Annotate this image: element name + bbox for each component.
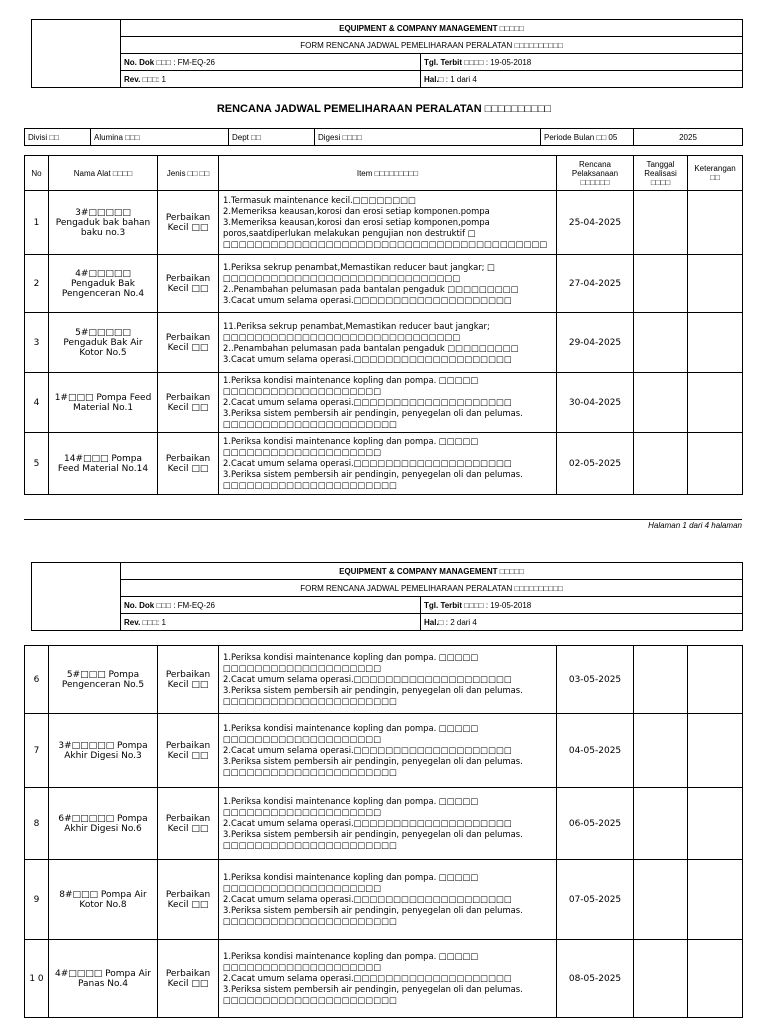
- task-line: 1.Periksa kondisi maintenance kopling dan pompa. □□□□□: [223, 723, 479, 733]
- row-jenis: Perbaikan Kecil □□: [158, 788, 219, 860]
- dept-value: Digesi □□□□: [315, 129, 541, 146]
- col-keterangan: Keterangan □□: [688, 156, 743, 191]
- hal-cell: Hal.□ : 2 dari 4: [421, 614, 743, 631]
- row-keterangan: [688, 646, 743, 714]
- task-line: 2..Penambahan pelumasan pada bantalan pengaduk □□□□□□□□□: [223, 342, 519, 353]
- row-rencana-date: 25-04-2025: [557, 191, 634, 255]
- task-line: 2.Cacat umum selama operasi.□□□□□□□□□□□□□□□□□□□□: [223, 458, 512, 468]
- row-no: 2: [25, 255, 49, 313]
- row-jenis: Perbaikan Kecil □□: [158, 714, 219, 788]
- task-line: 2.Cacat umum selama operasi.□□□□□□□□□□□□□□□□□□□□: [223, 745, 512, 755]
- hal-cell: Hal.□ : 1 dari 4: [421, 71, 743, 88]
- task-line: □□□□□□□□□□□□□□□□□□□□□□: [223, 419, 398, 429]
- row-nama-alat: 5#□□□ Pompa Pengenceran No.5: [49, 646, 158, 714]
- row-nama-alat: 5#□□□□□ Pengaduk Bak Air Kotor No.5: [49, 313, 158, 373]
- company-title: EQUIPMENT & COMPANY MANAGEMENT □□□□□: [121, 20, 743, 37]
- row-tasks: [219, 255, 557, 313]
- row-jenis: Perbaikan Kecil □□: [158, 255, 219, 313]
- row-tanggal-realisasi: [634, 860, 688, 940]
- task-line: □□□□□□□□□□□□□□□□□□□□□□: [223, 995, 398, 1005]
- task-line: 2.Cacat umum selama operasi.□□□□□□□□□□□□□□□□□□□□: [223, 397, 512, 407]
- task-line: 3.Memeriksa keausan,korosi dan erosi setiap komponen,pompa: [223, 217, 490, 227]
- company-title: EQUIPMENT & COMPANY MANAGEMENT □□□□□: [121, 563, 743, 580]
- row-no: 1 0: [25, 940, 49, 1018]
- periode-label: Periode Bulan □□ 05: [541, 129, 634, 146]
- task-line: □□□□□□□□□□□□□□□□□□□□: [223, 447, 382, 457]
- task-line: 3.Periksa sistem pembersih air pendingin, penyegelan oli dan pelumas.: [223, 984, 523, 994]
- table-row: [25, 373, 743, 433]
- row-no: 8: [25, 788, 49, 860]
- task-line: □□□□□□□□□□□□□□□□□□□□□□: [223, 767, 398, 777]
- row-keterangan: [688, 714, 743, 788]
- row-keterangan: [688, 788, 743, 860]
- table-row: [25, 714, 743, 788]
- task-line: 3.Periksa sistem pembersih air pendingin, penyegelan oli dan pelumas.: [223, 469, 523, 479]
- tgl-terbit-cell: Tgl. Terbit □□□□ : 19-05-2018: [421, 597, 743, 614]
- row-keterangan: [688, 373, 743, 433]
- row-jenis: Perbaikan Kecil □□: [158, 940, 219, 1018]
- document-title: RENCANA JADWAL PEMELIHARAAN PERALATAN □□□□□□□□□□: [216, 103, 552, 115]
- task-line: □□□□□□□□□□□□□□□□□□□□: [223, 663, 382, 673]
- row-nama-alat: 1#□□□ Pompa Feed Material No.1: [49, 373, 158, 433]
- task-line: □□□□□□□□□□□□□□□□□□□□□□□□□□□□□□: [223, 331, 461, 342]
- row-rencana-date: 04-05-2025: [557, 714, 634, 788]
- row-nama-alat: 3#□□□□□ Pompa Akhir Digesi No.3: [49, 714, 158, 788]
- row-tasks: [219, 191, 557, 255]
- no-dok-cell: No. Dok □□□ : FM-EQ-26: [121, 54, 421, 71]
- page-divider: [24, 519, 742, 520]
- dept-label: Dept □□: [229, 129, 315, 146]
- page1-form-header: [31, 19, 743, 88]
- row-tasks: [219, 373, 557, 433]
- table-row: [25, 433, 743, 495]
- row-rencana-date: 08-05-2025: [557, 940, 634, 1018]
- row-tasks: [219, 788, 557, 860]
- table-row: [25, 313, 743, 373]
- row-keterangan: [688, 860, 743, 940]
- page-footer: Halaman 1 dari 4 halaman: [648, 521, 742, 530]
- task-line: 1.Termasuk maintenance kecil.□□□□□□□□: [223, 195, 417, 205]
- task-line: 2.Cacat umum selama operasi.□□□□□□□□□□□□□□□□□□□□: [223, 894, 512, 904]
- task-line: □□□□□□□□□□□□□□□□□□□□: [223, 386, 382, 396]
- row-nama-alat: 6#□□□□□ Pompa Akhir Digesi No.6: [49, 788, 158, 860]
- task-line: □□□□□□□□□□□□□□□□□□□□□□: [223, 840, 398, 850]
- row-rencana-date: 06-05-2025: [557, 788, 634, 860]
- row-rencana-date: 27-04-2025: [557, 255, 634, 313]
- row-tanggal-realisasi: [634, 313, 688, 373]
- task-line: 1.Periksa kondisi maintenance kopling dan pompa. □□□□□: [223, 652, 479, 662]
- col-nama-alat: Nama Alat □□□□: [49, 156, 158, 191]
- row-no: 5: [25, 433, 49, 495]
- row-nama-alat: 4#□□□□ Pompa Air Panas No.4: [49, 940, 158, 1018]
- task-line: 3.Periksa sistem pembersih air pendingin, penyegelan oli dan pelumas.: [223, 408, 523, 418]
- divisi-label: Divisi □□: [25, 129, 91, 146]
- task-line: 3.Cacat umum selama operasi.□□□□□□□□□□□□□□□□□□□□: [223, 353, 512, 364]
- row-tasks: [219, 646, 557, 714]
- table-row: [25, 191, 743, 255]
- task-line: 3.Cacat umum selama operasi.□□□□□□□□□□□□□□□□□□□□: [223, 294, 512, 305]
- table-row: [25, 940, 743, 1018]
- logo-placeholder: [32, 20, 121, 88]
- page1-items-table: [24, 155, 743, 495]
- task-line: 3.Periksa sistem pembersih air pendingin, penyegelan oli dan pelumas.: [223, 756, 523, 766]
- row-jenis: Perbaikan Kecil □□: [158, 433, 219, 495]
- task-line: 3.Periksa sistem pembersih air pendingin, penyegelan oli dan pelumas.: [223, 905, 523, 915]
- task-line: 2.Cacat umum selama operasi.□□□□□□□□□□□□□□□□□□□□: [223, 973, 512, 983]
- row-no: 3: [25, 313, 49, 373]
- row-nama-alat: 14#□□□ Pompa Feed Material No.14: [49, 433, 158, 495]
- task-line: 1.Periksa kondisi maintenance kopling dan pompa. □□□□□: [223, 796, 479, 806]
- task-line: 3.Periksa sistem pembersih air pendingin, penyegelan oli dan pelumas.: [223, 829, 523, 839]
- page2-items-table: [24, 645, 743, 1018]
- row-tanggal-realisasi: [634, 255, 688, 313]
- row-tasks: [219, 714, 557, 788]
- row-no: 9: [25, 860, 49, 940]
- row-tasks: [219, 940, 557, 1018]
- form-title: FORM RENCANA JADWAL PEMELIHARAAN PERALATAN □□□□□□□□□□: [121, 37, 743, 54]
- row-jenis: Perbaikan Kecil □□: [158, 646, 219, 714]
- task-line: □□□□□□□□□□□□□□□□□□□□: [223, 807, 382, 817]
- row-keterangan: [688, 255, 743, 313]
- row-keterangan: [688, 313, 743, 373]
- task-line: □□□□□□□□□□□□□□□□□□□□□□: [223, 916, 398, 926]
- table-row: [25, 860, 743, 940]
- row-rencana-date: 07-05-2025: [557, 860, 634, 940]
- task-line: 3.Periksa sistem pembersih air pendingin, penyegelan oli dan pelumas.: [223, 685, 523, 695]
- row-nama-alat: 3#□□□□□ Pengaduk bak bahan baku no.3: [49, 191, 158, 255]
- col-rencana: Rencana Pelaksanaan □□□□□□: [557, 156, 634, 191]
- page2-rows: [25, 646, 743, 1018]
- page1-rows: [25, 191, 743, 495]
- form-title: FORM RENCANA JADWAL PEMELIHARAAN PERALATAN □□□□□□□□□□: [121, 580, 743, 597]
- task-line: 1.Periksa kondisi maintenance kopling dan pompa. □□□□□: [223, 375, 479, 385]
- row-tanggal-realisasi: [634, 714, 688, 788]
- task-line: □□□□□□□□□□□□□□□□□□□□□□□□□□□□□□: [223, 272, 461, 283]
- divisi-value: Alumina □□□: [91, 129, 229, 146]
- task-line: □□□□□□□□□□□□□□□□□□□□□□: [223, 480, 398, 490]
- row-tasks: [219, 860, 557, 940]
- row-tasks: [219, 313, 557, 373]
- task-line: 11.Periksa sekrup penambat,Memastikan reducer baut jangkar;: [223, 320, 490, 331]
- task-line: 2..Penambahan pelumasan pada bantalan pengaduk □□□□□□□□□: [223, 283, 519, 294]
- table-row: [25, 646, 743, 714]
- row-jenis: Perbaikan Kecil □□: [158, 373, 219, 433]
- task-line: □□□□□□□□□□□□□□□□□□□□: [223, 734, 382, 744]
- task-line: 1.Periksa kondisi maintenance kopling dan pompa. □□□□□: [223, 872, 479, 882]
- row-rencana-date: 03-05-2025: [557, 646, 634, 714]
- row-jenis: Perbaikan Kecil □□: [158, 860, 219, 940]
- row-no: 6: [25, 646, 49, 714]
- task-line: 2.Cacat umum selama operasi.□□□□□□□□□□□□□□□□□□□□: [223, 818, 512, 828]
- row-tasks: [219, 433, 557, 495]
- task-line: □□□□□□□□□□□□□□□□□□□□: [223, 883, 382, 893]
- task-line: 1.Periksa kondisi maintenance kopling dan pompa. □□□□□: [223, 951, 479, 961]
- rev-cell: Rev. □□□: 1: [121, 614, 421, 631]
- table-row: [25, 255, 743, 313]
- col-item: Item □□□□□□□□□: [219, 156, 557, 191]
- page2-form-header: [31, 562, 743, 631]
- task-line: □□□□□□□□□□□□□□□□□□□□: [223, 962, 382, 972]
- task-line: 2.Memeriksa keausan,korosi dan erosi setiap komponen.pompa: [223, 206, 490, 216]
- no-dok-cell: No. Dok □□□ : FM-EQ-26: [121, 597, 421, 614]
- row-keterangan: [688, 433, 743, 495]
- row-no: 4: [25, 373, 49, 433]
- row-jenis: Perbaikan Kecil □□: [158, 191, 219, 255]
- row-no: 7: [25, 714, 49, 788]
- row-tanggal-realisasi: [634, 940, 688, 1018]
- table-header-row: [25, 156, 743, 191]
- row-rencana-date: 02-05-2025: [557, 433, 634, 495]
- task-line: 1.Periksa sekrup penambat,Memastikan reducer baut jangkar; □: [223, 261, 496, 272]
- row-nama-alat: 8#□□□ Pompa Air Kotor No.8: [49, 860, 158, 940]
- row-nama-alat: 4#□□□□□ Pengaduk Bak Pengenceran No.4: [49, 255, 158, 313]
- task-line: □□□□□□□□□□□□□□□□□□□□□□□□□□□□□□□□□□□□□□□□□: [223, 239, 548, 249]
- task-line: poros,saatdiperlukan melakukan pengujian non destruktif □: [223, 228, 476, 238]
- row-no: 1: [25, 191, 49, 255]
- row-keterangan: [688, 191, 743, 255]
- info-bar: [24, 128, 743, 146]
- row-tanggal-realisasi: [634, 646, 688, 714]
- task-line: 1.Periksa kondisi maintenance kopling dan pompa. □□□□□: [223, 436, 479, 446]
- row-rencana-date: 29-04-2025: [557, 313, 634, 373]
- row-tanggal-realisasi: [634, 373, 688, 433]
- col-no: No: [25, 156, 49, 191]
- table-row: [25, 788, 743, 860]
- col-jenis: Jenis □□ □□: [158, 156, 219, 191]
- logo-placeholder: [32, 563, 121, 631]
- task-line: □□□□□□□□□□□□□□□□□□□□□□: [223, 696, 398, 706]
- rev-cell: Rev. □□□: 1: [121, 71, 421, 88]
- row-tanggal-realisasi: [634, 433, 688, 495]
- col-tanggal: Tanggal Realisasi □□□□: [634, 156, 688, 191]
- row-rencana-date: 30-04-2025: [557, 373, 634, 433]
- row-tanggal-realisasi: [634, 191, 688, 255]
- row-tanggal-realisasi: [634, 788, 688, 860]
- task-line: 2.Cacat umum selama operasi.□□□□□□□□□□□□□□□□□□□□: [223, 674, 512, 684]
- row-keterangan: [688, 940, 743, 1018]
- row-jenis: Perbaikan Kecil □□: [158, 313, 219, 373]
- periode-year: 2025: [634, 129, 743, 146]
- tgl-terbit-cell: Tgl. Terbit □□□□ : 19-05-2018: [421, 54, 743, 71]
